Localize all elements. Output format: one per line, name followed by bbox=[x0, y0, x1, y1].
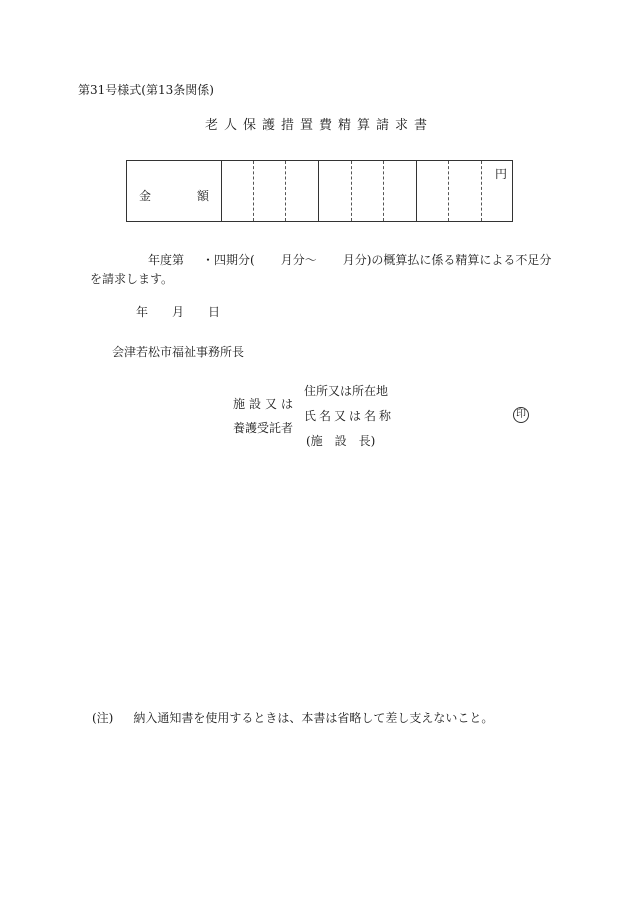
group-divider bbox=[416, 161, 417, 221]
digit-divider bbox=[481, 161, 482, 221]
group-divider bbox=[318, 161, 319, 221]
quarter-text: ・四期分( bbox=[202, 253, 255, 267]
request-text-line-1 bbox=[148, 254, 551, 266]
amount-label-cell bbox=[127, 161, 222, 221]
amount-table bbox=[126, 160, 513, 222]
addressee: 会津若松市福祉事務所長 bbox=[112, 345, 245, 359]
digit-divider bbox=[285, 161, 286, 221]
document-title: 老人保護措置費精算請求書 bbox=[204, 118, 433, 133]
applicant-label-line-1: 施設又は bbox=[233, 397, 298, 411]
digit-divider bbox=[351, 161, 352, 221]
date-line bbox=[136, 306, 220, 318]
yen-unit: 円 bbox=[494, 167, 507, 181]
amount-label-1: 金 bbox=[139, 189, 152, 203]
date-month: 月 bbox=[172, 305, 185, 319]
fiscal-year-text: 年度第 bbox=[148, 253, 185, 267]
month-to-text: 月分)の概算払に係る精算による不足分 bbox=[342, 253, 552, 267]
form-number: 第31号様式(第13条関係) bbox=[78, 83, 214, 97]
date-year: 年 bbox=[136, 305, 149, 319]
name-label: 氏名又は名称 bbox=[304, 409, 395, 423]
digit-divider bbox=[448, 161, 449, 221]
address-label: 住所又は所在地 bbox=[304, 384, 389, 398]
month-from-text: 月分〜 bbox=[280, 253, 317, 267]
chief-label: (施 設 長) bbox=[306, 434, 376, 448]
applicant-label-line-2: 養護受託者 bbox=[233, 421, 294, 435]
note-prefix: (注) bbox=[92, 711, 114, 725]
amount-label-2: 額 bbox=[197, 189, 210, 203]
request-text-line-2: を請求します。 bbox=[90, 272, 174, 286]
digit-divider bbox=[383, 161, 384, 221]
date-day: 日 bbox=[208, 305, 221, 319]
seal-mark: 印 bbox=[513, 407, 529, 423]
footnote bbox=[92, 712, 493, 724]
digit-divider bbox=[253, 161, 254, 221]
note-text: 納入通知書を使用するときは、本書は省略して差し支えないこと。 bbox=[133, 711, 494, 725]
